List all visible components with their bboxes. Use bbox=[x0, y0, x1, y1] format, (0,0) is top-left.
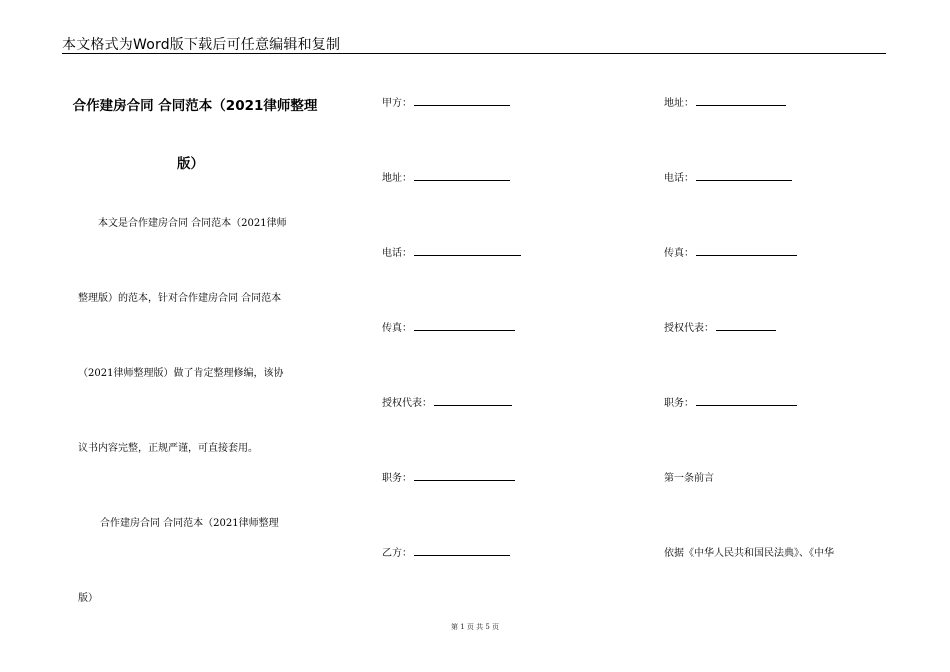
blank-line[interactable] bbox=[414, 546, 510, 556]
blank-line[interactable] bbox=[716, 321, 776, 331]
page-number: 第 1 页 共 5 页 bbox=[450, 623, 500, 631]
blank-line[interactable] bbox=[414, 471, 515, 481]
address-field bbox=[664, 94, 786, 109]
blank-line[interactable] bbox=[414, 96, 510, 106]
subtitle-paragraph-line: 版） bbox=[78, 593, 98, 604]
intro-paragraph-line: 本文是合作建房合同 合同范本（2021律师 bbox=[98, 218, 287, 229]
fax-field bbox=[382, 319, 515, 334]
section-body-line: 依据《中华人民共和国民法典》、《中华 bbox=[664, 548, 834, 559]
field-label: 授权代表： bbox=[664, 323, 714, 334]
intro-paragraph-line: 整理版）的范本，针对合作建房合同 合同范本 bbox=[78, 293, 282, 304]
page-header: 本文格式为Word版下载后可任意编辑和复制 bbox=[62, 37, 341, 53]
field-label: 授权代表： bbox=[382, 398, 432, 409]
authorized-rep-field bbox=[664, 319, 776, 334]
left-column bbox=[60, 0, 330, 672]
contract-title-line-1: 合作建房合同 合同范本（2021律师整理 bbox=[72, 98, 318, 114]
phone-field bbox=[664, 169, 792, 184]
field-label: 电话： bbox=[664, 173, 694, 184]
blank-line[interactable] bbox=[696, 396, 797, 406]
position-field bbox=[382, 469, 515, 484]
field-label: 地址： bbox=[382, 173, 412, 184]
party-a-field bbox=[382, 94, 510, 109]
contract-title-line-2: 版） bbox=[177, 156, 204, 172]
field-label: 地址： bbox=[664, 98, 694, 109]
blank-line[interactable] bbox=[414, 171, 510, 181]
blank-line[interactable] bbox=[414, 321, 515, 331]
fax-field bbox=[664, 244, 797, 259]
field-label: 乙方： bbox=[382, 548, 412, 559]
intro-paragraph-line: （2021律师整理版）做了肯定整理修编，该协 bbox=[78, 368, 284, 379]
section-title: 第一条前言 bbox=[664, 473, 714, 484]
subtitle-paragraph-line: 合作建房合同 合同范本（2021律师整理 bbox=[100, 518, 279, 529]
blank-line[interactable] bbox=[696, 171, 792, 181]
field-label: 电话： bbox=[382, 248, 412, 259]
blank-line[interactable] bbox=[434, 396, 512, 406]
authorized-rep-field bbox=[382, 394, 512, 409]
intro-paragraph-line: 议书内容完整，正规严谨，可直接套用。 bbox=[78, 443, 258, 454]
field-label: 甲方： bbox=[382, 98, 412, 109]
party-b-field bbox=[382, 544, 510, 559]
blank-line[interactable] bbox=[696, 96, 786, 106]
position-field bbox=[664, 394, 797, 409]
address-field bbox=[382, 169, 510, 184]
field-label: 职务： bbox=[664, 398, 694, 409]
blank-line[interactable] bbox=[414, 246, 521, 256]
phone-field bbox=[382, 244, 521, 259]
blank-line[interactable] bbox=[696, 246, 797, 256]
field-label: 职务： bbox=[382, 473, 412, 484]
field-label: 传真： bbox=[664, 248, 694, 259]
field-label: 传真： bbox=[382, 323, 412, 334]
